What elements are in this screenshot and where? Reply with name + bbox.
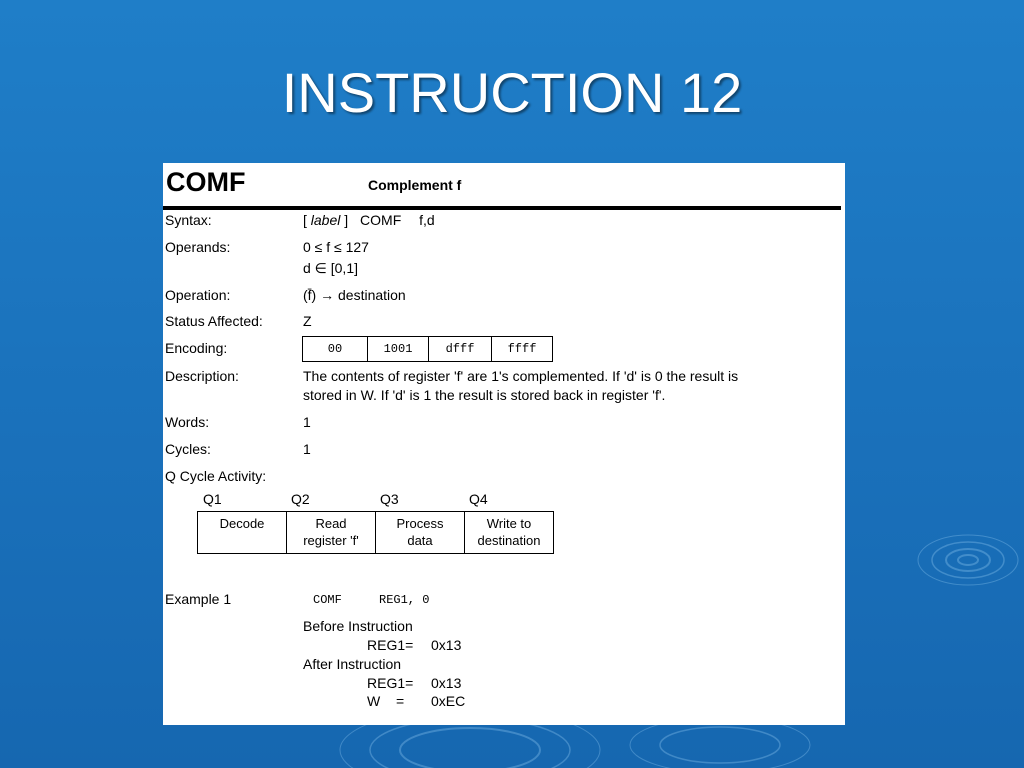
syntax-opcode: COMF bbox=[360, 212, 402, 228]
q-cycle-cell bbox=[198, 512, 287, 554]
slide-title: INSTRUCTION 12 bbox=[281, 61, 743, 124]
encoding-cell: 1001 bbox=[368, 337, 429, 362]
syntax-label-word: label bbox=[310, 212, 341, 228]
q-cycle-cell-line-1: Write to bbox=[486, 516, 532, 531]
syntax-close-bracket: ] bbox=[344, 212, 349, 228]
example-label: Example 1 bbox=[165, 591, 232, 607]
description-line-1: The contents of register 'f' are 1's complemented. If 'd' is 0 the result is bbox=[303, 368, 739, 384]
q-cycle-header: Q3 bbox=[380, 491, 399, 507]
operands-line-1: 0 ≤ f ≤ 127 bbox=[303, 239, 369, 255]
encoding-label: Encoding: bbox=[165, 340, 228, 356]
after-reg-value: 0x13 bbox=[431, 675, 462, 691]
q-cycle-label: Q Cycle Activity: bbox=[165, 468, 267, 484]
words-value: 1 bbox=[303, 414, 311, 430]
after-w-equals: = bbox=[396, 693, 405, 709]
operands-line-2: d ∈ [0,1] bbox=[303, 260, 359, 276]
after-instruction-label: After Instruction bbox=[303, 656, 402, 672]
syntax-label: Syntax: bbox=[165, 212, 212, 228]
q-cycle-cell bbox=[287, 512, 376, 554]
after-reg-name: REG1= bbox=[367, 675, 414, 691]
encoding-cell: 00 bbox=[303, 337, 368, 362]
before-reg-value: 0x13 bbox=[431, 637, 462, 653]
operation-value: (f̄) → destination bbox=[303, 287, 406, 303]
before-instruction-label: Before Instruction bbox=[303, 618, 413, 634]
example-code-opcode: COMF bbox=[313, 593, 342, 607]
after-w-name: W bbox=[367, 693, 381, 709]
header-divider bbox=[163, 206, 841, 210]
status-affected-value: Z bbox=[303, 313, 312, 329]
cycles-value: 1 bbox=[303, 441, 311, 457]
after-w-value: 0xEC bbox=[431, 693, 466, 709]
instruction-document bbox=[163, 163, 845, 725]
encoding-cell: ffff bbox=[492, 337, 553, 362]
q-cycle-cell-line-2: destination bbox=[477, 533, 541, 548]
q-cycle-header: Q2 bbox=[291, 491, 310, 507]
example-code-args: REG1, 0 bbox=[379, 593, 430, 607]
q-cycle-cell-line-1: Read bbox=[315, 516, 347, 531]
q-cycle-cell-line-2: data bbox=[407, 533, 433, 548]
instruction-mnemonic: COMF bbox=[166, 167, 246, 197]
q-cycle-header: Q4 bbox=[469, 491, 488, 507]
syntax-open-bracket: [ bbox=[303, 212, 307, 228]
operation-label: Operation: bbox=[165, 287, 231, 303]
encoding-cell: dfff bbox=[429, 337, 492, 362]
q-cycle-header: Q1 bbox=[203, 491, 222, 507]
description-line-2: stored in W. If 'd' is 1 the result is stored back in register 'f'. bbox=[303, 387, 666, 403]
instruction-full-name: Complement f bbox=[368, 177, 462, 193]
q-cycle-cell-line-2: register 'f' bbox=[303, 533, 359, 548]
q-cycle-cell-line-1: Process bbox=[396, 516, 444, 531]
status-affected-label: Status Affected: bbox=[165, 313, 263, 329]
before-reg-name: REG1= bbox=[367, 637, 414, 653]
q-cycle-cell-line-1: Decode bbox=[219, 516, 265, 531]
q-cycle-table bbox=[197, 511, 554, 554]
description-label: Description: bbox=[165, 368, 239, 384]
words-label: Words: bbox=[165, 414, 210, 430]
q-cycle-cell bbox=[465, 512, 554, 554]
operands-label: Operands: bbox=[165, 239, 231, 255]
q-cycle-cell bbox=[376, 512, 465, 554]
encoding-table bbox=[302, 336, 553, 362]
syntax-args: f,d bbox=[419, 212, 435, 228]
cycles-label: Cycles: bbox=[165, 441, 211, 457]
syntax-value bbox=[303, 212, 435, 228]
